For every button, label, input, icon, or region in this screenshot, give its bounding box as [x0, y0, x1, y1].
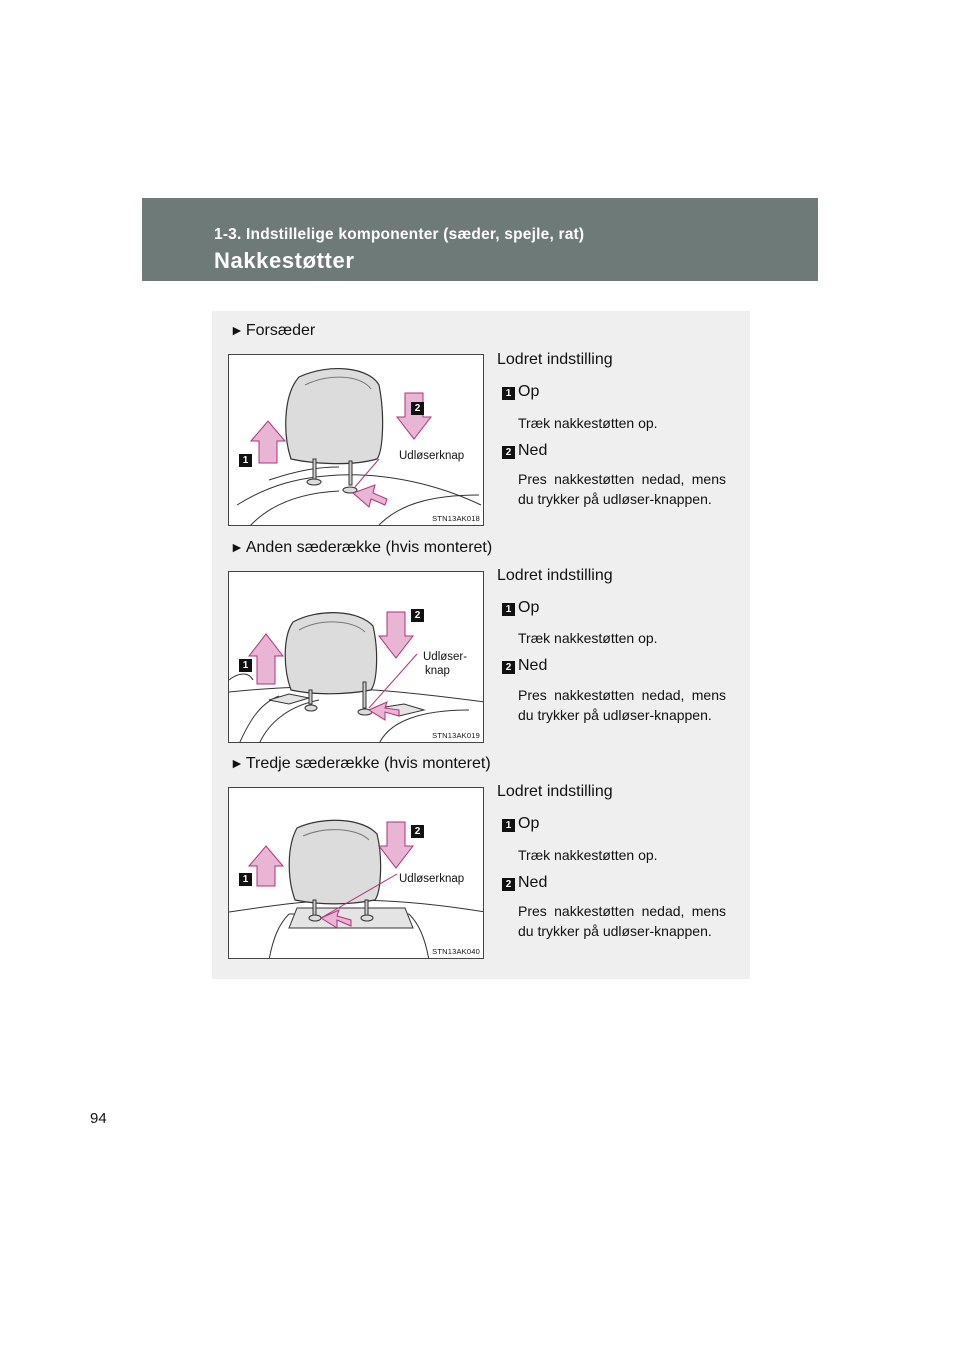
figure-marker-2: 2 [411, 402, 424, 415]
step-label-down: Ned [518, 442, 548, 459]
figure-code: STN13AK018 [432, 514, 480, 523]
page-number: 94 [90, 1110, 107, 1127]
step-label-up: Op [518, 599, 540, 616]
figure-code: STN13AK040 [432, 947, 480, 956]
step-text-up: Træk nakkestøtten op. [518, 847, 658, 863]
step-badge-2: 2 [502, 878, 515, 891]
step-badge-2: 2 [502, 446, 515, 459]
step-badge-1: 1 [502, 819, 515, 832]
step-label-up: Op [518, 815, 540, 832]
figure-second-row-headrest [228, 571, 484, 743]
figure-third-row-headrest [228, 787, 484, 959]
figure-marker-2: 2 [411, 609, 424, 622]
page-title: Nakkestøtter [214, 248, 355, 273]
pointer-triangle-icon: ► [230, 755, 244, 771]
release-button-label: Udløserknap [399, 450, 465, 462]
figure-marker-1: 1 [239, 454, 252, 467]
step-text-down: Pres nakkestøtten nedad, mens du trykker på udløser-knappen. [518, 903, 726, 939]
adjust-title: Lodret indstilling [497, 567, 613, 584]
section-heading-front: ► Forsæder [230, 322, 316, 339]
step-label-down: Ned [518, 874, 548, 891]
figure-marker-1: 1 [239, 659, 252, 672]
step-text-down: Pres nakkestøtten nedad, mens du trykker på udløser-knappen. [518, 687, 726, 723]
adjust-title: Lodret indstilling [497, 351, 613, 368]
chapter-header [142, 198, 818, 281]
release-button-label: Udløserknap [399, 873, 465, 885]
step-badge-2: 2 [502, 661, 515, 674]
step-badge-1: 1 [502, 387, 515, 400]
step-text-down: Pres nakkestøtten nedad, mens du trykker på udløser-knappen. [518, 471, 726, 507]
figure-marker-1: 1 [239, 873, 252, 886]
figure-marker-2: 2 [411, 825, 424, 838]
step-text-up: Træk nakkestøtten op. [518, 630, 658, 646]
step-text-up: Træk nakkestøtten op. [518, 415, 658, 431]
adjust-title: Lodret indstilling [497, 783, 613, 800]
figure-front-headrest [228, 354, 484, 526]
pointer-triangle-icon: ► [230, 539, 244, 555]
figure-code: STN13AK019 [432, 731, 480, 740]
pointer-triangle-icon: ► [230, 322, 244, 338]
section-heading-third-row: ► Tredje sæderække (hvis monteret) [230, 755, 491, 772]
section-subtitle: 1-3. Indstillelige komponenter (sæder, spejle, rat) [214, 226, 585, 243]
section-heading-second-row: ► Anden sæderække (hvis monteret) [230, 539, 493, 556]
step-label-down: Ned [518, 657, 548, 674]
step-label-up: Op [518, 383, 540, 400]
release-button-label: Udløser- knap [423, 651, 468, 677]
step-badge-1: 1 [502, 603, 515, 616]
